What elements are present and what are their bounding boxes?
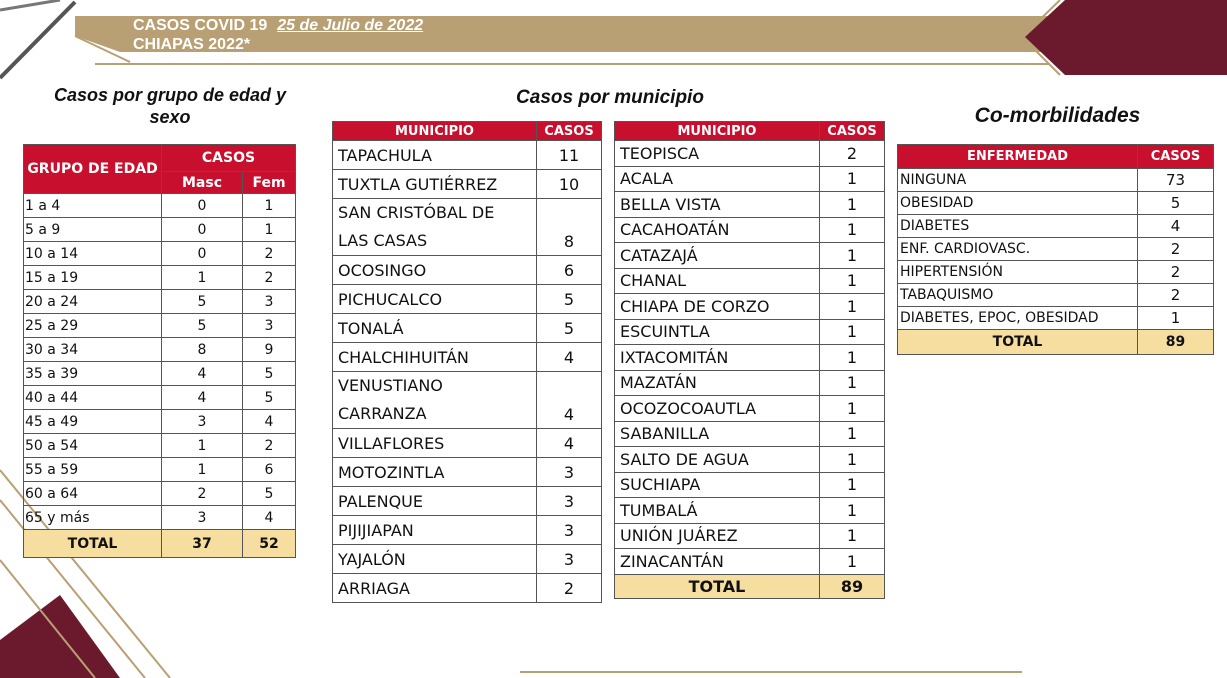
age-row bbox=[24, 218, 296, 242]
age-row bbox=[24, 506, 296, 530]
masc-cell: 1 bbox=[162, 458, 243, 482]
municipio-name-line2: CARRANZA bbox=[338, 404, 427, 423]
age-table bbox=[23, 144, 296, 558]
municipio-row bbox=[333, 199, 602, 256]
municipio-name-cell: TAPACHULA bbox=[333, 141, 537, 170]
disease-cases-cell: 2 bbox=[1138, 261, 1214, 284]
col-header-municipio: MUNICIPIO bbox=[615, 122, 820, 141]
municipio-row bbox=[615, 523, 885, 549]
municipio-name-cell: ZINACANTÁN bbox=[615, 549, 820, 575]
masc-cell: 5 bbox=[162, 290, 243, 314]
age-group-cell: 20 a 24 bbox=[24, 290, 162, 314]
disease-cases-cell: 5 bbox=[1138, 192, 1214, 215]
municipio-name-cell: OCOZOCOAUTLA bbox=[615, 396, 820, 422]
municipio-name-cell: IXTACOMITÁN bbox=[615, 345, 820, 371]
municipio-name-line2: LAS CASAS bbox=[338, 231, 428, 250]
col-header-masc: Masc bbox=[162, 172, 243, 194]
age-row bbox=[24, 410, 296, 434]
age-row bbox=[24, 458, 296, 482]
municipio-row bbox=[615, 268, 885, 294]
col-header-fem: Fem bbox=[243, 172, 296, 194]
municipio-row bbox=[615, 498, 885, 524]
age-row bbox=[24, 434, 296, 458]
comorbidity-total-row bbox=[898, 330, 1214, 355]
municipio-total-row bbox=[615, 574, 885, 598]
municipio-name-cell: TONALÁ bbox=[333, 314, 537, 343]
municipio-cases-cell: 11 bbox=[537, 141, 602, 170]
fem-cell: 9 bbox=[243, 338, 296, 362]
masc-cell: 2 bbox=[162, 482, 243, 506]
municipio-row bbox=[615, 447, 885, 473]
municipio-name-cell: CACAHOATÁN bbox=[615, 217, 820, 243]
masc-cell: 4 bbox=[162, 386, 243, 410]
header-subtitle: CHIAPAS 2022* bbox=[133, 36, 251, 53]
municipio-name-line1: SAN CRISTÓBAL DE bbox=[338, 203, 495, 222]
municipio-name-cell: ARRIAGA bbox=[333, 574, 537, 603]
municipio-cases-cell: 2 bbox=[820, 141, 885, 167]
age-row bbox=[24, 242, 296, 266]
municipio-name-cell: CHANAL bbox=[615, 268, 820, 294]
municipio-name-cell: SUCHIAPA bbox=[615, 472, 820, 498]
municipio-section-title: Casos por municipio bbox=[516, 87, 704, 108]
masc-cell: 0 bbox=[162, 194, 243, 218]
municipio-cases-cell: 10 bbox=[537, 170, 602, 199]
age-group-cell: 5 a 9 bbox=[24, 218, 162, 242]
fem-cell: 5 bbox=[243, 362, 296, 386]
fem-cell: 2 bbox=[243, 242, 296, 266]
municipio-cases-cell: 1 bbox=[820, 319, 885, 345]
municipio-row bbox=[333, 314, 602, 343]
fem-cell: 5 bbox=[243, 386, 296, 410]
municipio-name-cell: SABANILLA bbox=[615, 421, 820, 447]
municipio-cases-cell: 1 bbox=[820, 345, 885, 371]
municipio-row bbox=[615, 243, 885, 269]
municipio-cases-cell: 1 bbox=[820, 549, 885, 575]
municipio-name-cell: MAZATÁN bbox=[615, 370, 820, 396]
municipio-row bbox=[615, 345, 885, 371]
comorbidity-row bbox=[898, 284, 1214, 307]
municipio-cases-cell: 4 bbox=[537, 429, 602, 458]
disease-cases-cell: 1 bbox=[1138, 307, 1214, 330]
municipio-cases-cell: 3 bbox=[537, 487, 602, 516]
age-title-line1: Casos por grupo de edad y bbox=[53, 85, 287, 105]
total-label: TOTAL bbox=[24, 530, 162, 558]
municipio-row bbox=[615, 192, 885, 218]
disease-name-cell: DIABETES bbox=[898, 215, 1138, 238]
age-row bbox=[24, 482, 296, 506]
fem-cell: 6 bbox=[243, 458, 296, 482]
age-group-cell: 1 a 4 bbox=[24, 194, 162, 218]
municipio-cases-cell: 1 bbox=[820, 294, 885, 320]
header-title-line1 bbox=[133, 17, 423, 35]
disease-name-cell: ENF. CARDIOVASC. bbox=[898, 238, 1138, 261]
comorbidity-row bbox=[898, 261, 1214, 284]
disease-cases-cell: 2 bbox=[1138, 284, 1214, 307]
municipio-row bbox=[615, 294, 885, 320]
municipio-row bbox=[333, 458, 602, 487]
age-group-cell: 30 a 34 bbox=[24, 338, 162, 362]
municipio-cases-cell: 1 bbox=[820, 217, 885, 243]
municipio-cases-cell: 1 bbox=[820, 370, 885, 396]
age-group-cell: 25 a 29 bbox=[24, 314, 162, 338]
comorbidity-row bbox=[898, 215, 1214, 238]
municipio-row bbox=[333, 372, 602, 429]
total-fem: 52 bbox=[243, 530, 296, 558]
disease-cases-cell: 4 bbox=[1138, 215, 1214, 238]
municipio-name-cell: TEOPISCA bbox=[615, 141, 820, 167]
municipio-cases-cell: 1 bbox=[820, 166, 885, 192]
municipio-table-2 bbox=[614, 121, 885, 599]
municipio-name-cell: CATAZAJÁ bbox=[615, 243, 820, 269]
comorbidity-table bbox=[897, 144, 1214, 355]
masc-cell: 0 bbox=[162, 218, 243, 242]
municipio-cases-cell: 3 bbox=[537, 458, 602, 487]
age-group-cell: 45 a 49 bbox=[24, 410, 162, 434]
municipio-name-cell: TUXTLA GUTIÉRREZ bbox=[333, 170, 537, 199]
municipio-name-cell bbox=[333, 199, 537, 256]
masc-cell: 0 bbox=[162, 242, 243, 266]
municipio-row bbox=[333, 141, 602, 170]
masc-cell: 4 bbox=[162, 362, 243, 386]
municipio-name-cell: YAJALÓN bbox=[333, 545, 537, 574]
municipio-row bbox=[615, 549, 885, 575]
disease-name-cell: DIABETES, EPOC, OBESIDAD bbox=[898, 307, 1138, 330]
masc-cell: 3 bbox=[162, 410, 243, 434]
age-group-cell: 15 a 19 bbox=[24, 266, 162, 290]
age-group-cell: 40 a 44 bbox=[24, 386, 162, 410]
municipio-name-cell: ESCUINTLA bbox=[615, 319, 820, 345]
total-value: 89 bbox=[1138, 330, 1214, 355]
municipio-row bbox=[615, 396, 885, 422]
fem-cell: 3 bbox=[243, 290, 296, 314]
age-row bbox=[24, 194, 296, 218]
municipio-cases-cell: 3 bbox=[537, 545, 602, 574]
municipio-name-cell: ACALA bbox=[615, 166, 820, 192]
fem-cell: 1 bbox=[243, 194, 296, 218]
municipio-row bbox=[333, 170, 602, 199]
disease-cases-cell: 2 bbox=[1138, 238, 1214, 261]
comorbidity-row bbox=[898, 238, 1214, 261]
disease-cases-cell: 73 bbox=[1138, 169, 1214, 192]
municipio-cases-cell: 1 bbox=[820, 523, 885, 549]
municipio-name-cell: TUMBALÁ bbox=[615, 498, 820, 524]
municipio-name-cell: BELLA VISTA bbox=[615, 192, 820, 218]
comorbidity-row bbox=[898, 192, 1214, 215]
total-label: TOTAL bbox=[898, 330, 1138, 355]
municipio-row bbox=[615, 217, 885, 243]
municipio-cases-cell: 1 bbox=[820, 268, 885, 294]
municipio-row bbox=[333, 516, 602, 545]
age-group-cell: 55 a 59 bbox=[24, 458, 162, 482]
municipio-name-cell: UNIÓN JUÁREZ bbox=[615, 523, 820, 549]
age-row bbox=[24, 338, 296, 362]
municipio-table-1 bbox=[332, 121, 602, 603]
municipio-name-cell: MOTOZINTLA bbox=[333, 458, 537, 487]
municipio-name-cell: PIJIJIAPAN bbox=[333, 516, 537, 545]
col-header-cases: CASOS bbox=[162, 145, 296, 172]
masc-cell: 5 bbox=[162, 314, 243, 338]
fem-cell: 4 bbox=[243, 410, 296, 434]
fem-cell: 1 bbox=[243, 218, 296, 242]
municipio-name-cell: VILLAFLORES bbox=[333, 429, 537, 458]
municipio-row bbox=[333, 487, 602, 516]
col-header-disease: ENFERMEDAD bbox=[898, 145, 1138, 169]
col-header-casos: CASOS bbox=[537, 122, 602, 141]
municipio-cases-cell: 1 bbox=[820, 498, 885, 524]
comorbidity-section-title: Co-morbilidades bbox=[974, 104, 1141, 127]
comorbidity-row bbox=[898, 307, 1214, 330]
municipio-cases-cell: 2 bbox=[537, 574, 602, 603]
col-header-casos: CASOS bbox=[820, 122, 885, 141]
total-label: TOTAL bbox=[615, 574, 820, 598]
disease-name-cell: HIPERTENSIÓN bbox=[898, 261, 1138, 284]
age-group-cell: 35 a 39 bbox=[24, 362, 162, 386]
col-header-cases: CASOS bbox=[1138, 145, 1214, 169]
age-row bbox=[24, 386, 296, 410]
age-row bbox=[24, 290, 296, 314]
municipio-cases-cell: 8 bbox=[537, 199, 602, 256]
fem-cell: 4 bbox=[243, 506, 296, 530]
municipio-name-cell: PALENQUE bbox=[333, 487, 537, 516]
municipio-cases-cell: 1 bbox=[820, 192, 885, 218]
municipio-cases-cell: 1 bbox=[820, 421, 885, 447]
disease-name-cell: OBESIDAD bbox=[898, 192, 1138, 215]
municipio-row bbox=[615, 421, 885, 447]
age-row bbox=[24, 266, 296, 290]
municipio-name-cell: PICHUCALCO bbox=[333, 285, 537, 314]
municipio-cases-cell: 5 bbox=[537, 314, 602, 343]
age-group-cell: 60 a 64 bbox=[24, 482, 162, 506]
municipio-name-cell bbox=[333, 372, 537, 429]
age-row bbox=[24, 362, 296, 386]
municipio-cases-cell: 6 bbox=[537, 256, 602, 285]
municipio-name-cell: SALTO DE AGUA bbox=[615, 447, 820, 473]
masc-cell: 1 bbox=[162, 434, 243, 458]
fem-cell: 2 bbox=[243, 434, 296, 458]
municipio-row bbox=[333, 574, 602, 603]
municipio-cases-cell: 1 bbox=[820, 447, 885, 473]
municipio-row bbox=[333, 343, 602, 372]
municipio-row bbox=[333, 545, 602, 574]
fem-cell: 3 bbox=[243, 314, 296, 338]
total-value: 89 bbox=[820, 574, 885, 598]
municipio-row bbox=[333, 285, 602, 314]
age-group-cell: 65 y más bbox=[24, 506, 162, 530]
municipio-name-cell: OCOSINGO bbox=[333, 256, 537, 285]
municipio-name-cell: CHALCHIHUITÁN bbox=[333, 343, 537, 372]
col-header-group: GRUPO DE EDAD bbox=[24, 145, 162, 194]
comorbidity-row bbox=[898, 169, 1214, 192]
municipio-cases-cell: 1 bbox=[820, 243, 885, 269]
age-group-cell: 10 a 14 bbox=[24, 242, 162, 266]
municipio-row bbox=[333, 256, 602, 285]
age-title-line2: sexo bbox=[149, 107, 191, 127]
age-group-cell: 50 a 54 bbox=[24, 434, 162, 458]
municipio-cases-cell: 4 bbox=[537, 343, 602, 372]
masc-cell: 3 bbox=[162, 506, 243, 530]
municipio-row bbox=[333, 429, 602, 458]
municipio-cases-cell: 4 bbox=[537, 372, 602, 429]
age-row bbox=[24, 314, 296, 338]
municipio-cases-cell: 5 bbox=[537, 285, 602, 314]
masc-cell: 1 bbox=[162, 266, 243, 290]
col-header-municipio: MUNICIPIO bbox=[333, 122, 537, 141]
municipio-row bbox=[615, 472, 885, 498]
header-date: 25 de Julio de 2022 bbox=[277, 17, 424, 34]
municipio-name-line1: VENUSTIANO bbox=[338, 376, 443, 395]
municipio-cases-cell: 3 bbox=[537, 516, 602, 545]
municipio-row bbox=[615, 319, 885, 345]
age-section-title bbox=[20, 84, 320, 128]
municipio-name-cell: CHIAPA DE CORZO bbox=[615, 294, 820, 320]
masc-cell: 8 bbox=[162, 338, 243, 362]
fem-cell: 5 bbox=[243, 482, 296, 506]
municipio-row bbox=[615, 370, 885, 396]
municipio-row bbox=[615, 166, 885, 192]
disease-name-cell: NINGUNA bbox=[898, 169, 1138, 192]
total-masc: 37 bbox=[162, 530, 243, 558]
fem-cell: 2 bbox=[243, 266, 296, 290]
municipio-row bbox=[615, 141, 885, 167]
municipio-cases-cell: 1 bbox=[820, 472, 885, 498]
header-title: CASOS COVID 19 bbox=[133, 17, 268, 34]
municipio-cases-cell: 1 bbox=[820, 396, 885, 422]
age-total-row bbox=[24, 530, 296, 558]
disease-name-cell: TABAQUISMO bbox=[898, 284, 1138, 307]
